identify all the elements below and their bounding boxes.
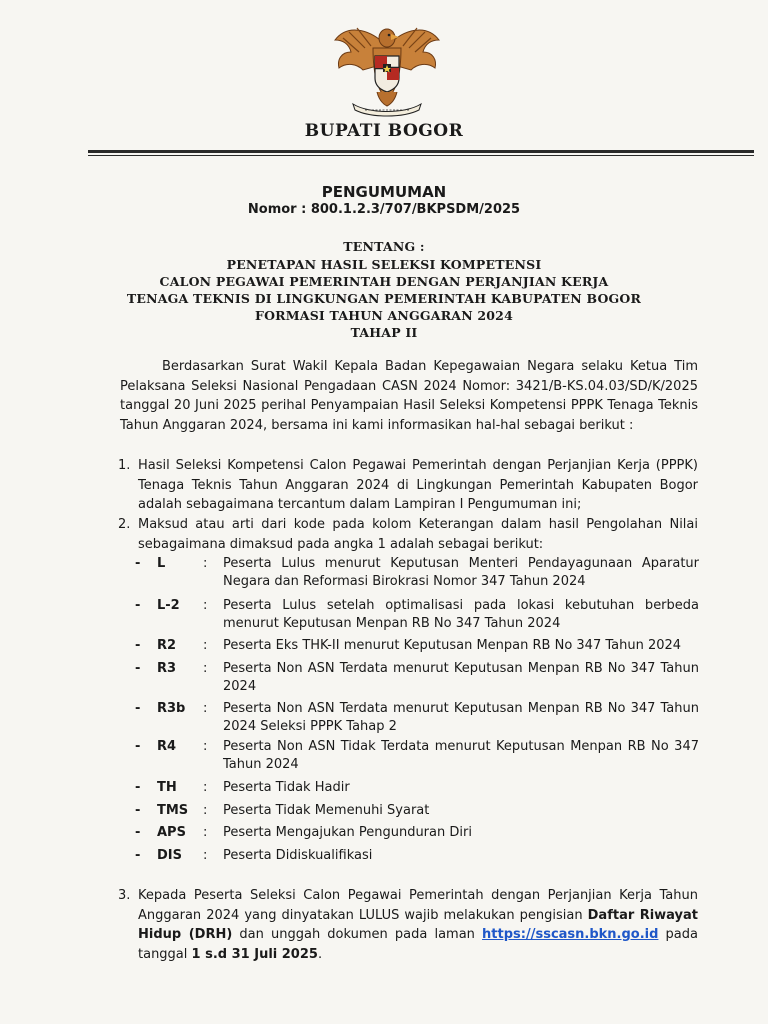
code-description: Peserta Tidak Memenuhi Syarat [223, 803, 430, 818]
list-number: 2. [118, 517, 131, 532]
code-row-aps [135, 824, 699, 842]
code-label: R3 [157, 661, 177, 676]
intro-paragraph: Berdasarkan Surat Wakil Kepala Badan Kepegawaian Negara selaku Ketua Tim Pelaksana Seleksi Nasional Pengadaan CASN 2024 Nomor: 3421/B-KS.04.03/SD/K/2025 tanggal 20 Juni 2025 perihal Penyampaian Hasil Seleksi Kompetensi PPPK Tenaga Teknis Tahun Anggaran 2024, bersama ini kami informasikan hal-hal sebagai berikut : [120, 359, 698, 433]
header-divider-thin [88, 155, 754, 156]
bullet-dash: - [135, 803, 141, 818]
subject-line: PENETAPAN HASIL SELEKSI KOMPETENSI [226, 257, 542, 272]
code-label: TH [157, 780, 177, 795]
deadline-emphasis: 1 s.d 31 Juli 2025 [191, 946, 318, 962]
bullet-dash: - [135, 780, 141, 795]
code-label: APS [157, 825, 186, 840]
code-colon: : [203, 556, 208, 571]
header-divider-thick [88, 150, 754, 153]
code-label: DIS [157, 848, 182, 863]
subject-line: FORMASI TAHUN ANGGARAN 2024 [255, 308, 513, 323]
item3-text-part: dan unggah dokumen pada laman [232, 927, 483, 942]
code-row-th [135, 779, 699, 797]
code-description: Peserta Non ASN Terdata menurut Keputusan Menpan RB No 347 Tahun 2024 Seleksi PPPK Tahap 2 [223, 701, 699, 734]
sscasn-link[interactable]: https://sscasn.bkn.go.id [482, 927, 659, 942]
subject-line: TAHAP II [350, 325, 418, 340]
code-row-tms [135, 802, 699, 820]
code-colon: : [203, 848, 208, 863]
bullet-dash: - [135, 661, 141, 676]
code-row-l-2 [135, 597, 699, 633]
code-colon: : [203, 701, 208, 716]
subject-line: CALON PEGAWAI PEMERINTAH DENGAN PERJANJIAN KERJA [159, 274, 609, 289]
code-colon: : [203, 780, 208, 795]
announcement-about: TENTANG : [343, 239, 425, 254]
code-colon: : [203, 638, 208, 653]
bullet-dash: - [135, 825, 141, 840]
drh-emphasis: Daftar Riwayat Hidup (DRH) [138, 907, 698, 942]
code-label: R2 [157, 638, 177, 653]
item3-text-part: Kepada Peserta Seleksi Calon Pegawai Pemerintah dengan Perjanjian Kerja Tahun Anggaran 2024 yang dinyatakan LULUS wajib melakukan pengisian [138, 888, 698, 923]
code-description: Peserta Mengajukan Pengunduran Diri [223, 825, 472, 840]
code-label: L [157, 556, 166, 571]
code-row-r3b [135, 700, 699, 736]
code-label: R3b [157, 701, 186, 716]
list-item-text: Hasil Seleksi Kompetensi Calon Pegawai Pemerintah dengan Perjanjian Kerja (PPPK) Tenaga Teknis Tahun Anggaran 2024 di Lingkungan Pemerintah Kabupaten Bogor adalah sebagaimana tercantum dalam Lampiran I Pengumuman ini; [138, 458, 698, 512]
regent-title: BUPATI BOGOR [304, 121, 464, 141]
item3-text-part: pada tanggal [138, 927, 698, 962]
code-description: Peserta Tidak Hadir [223, 780, 350, 795]
list-number: 3. [118, 888, 131, 903]
list-item-text: Maksud atau arti dari kode pada kolom Keterangan dalam hasil Pengolahan Nilai sebagaimana dimaksud pada angka 1 adalah sebagai berikut: [138, 517, 698, 552]
code-description: Peserta Didiskualifikasi [223, 848, 373, 863]
code-label: L-2 [157, 598, 180, 613]
bullet-dash: - [135, 701, 141, 716]
list-number: 1. [118, 458, 131, 473]
bullet-dash: - [135, 598, 141, 613]
code-colon: : [203, 825, 208, 840]
bullet-dash: - [135, 638, 141, 653]
code-colon: : [203, 803, 208, 818]
code-description: Peserta Eks THK-II menurut Keputusan Menpan RB No 347 Tahun 2024 [223, 638, 682, 653]
code-description: Peserta Non ASN Tidak Terdata menurut Keputusan Menpan RB No 347 Tahun 2024 [223, 739, 699, 772]
bullet-dash: - [135, 739, 141, 754]
bullet-dash: - [135, 556, 141, 571]
list-item-text [138, 886, 698, 964]
item3-text-end: . [317, 946, 323, 962]
code-colon: : [203, 739, 208, 754]
list-item-3 [118, 886, 698, 964]
code-row-r2 [135, 637, 699, 655]
code-description: Peserta Non ASN Terdata menurut Keputusan Menpan RB No 347 Tahun 2024 [223, 661, 699, 694]
code-colon: : [203, 661, 208, 676]
code-row-dis [135, 847, 699, 865]
code-colon: : [203, 598, 208, 613]
subject-line: TENAGA TEKNIS DI LINGKUNGAN PEMERINTAH KABUPATEN BOGOR [126, 291, 642, 306]
list-item-1 [118, 456, 698, 515]
announcement-number: Nomor : 800.1.2.3/707/BKPSDM/2025 [247, 202, 521, 217]
code-row-r3 [135, 660, 699, 696]
code-label: R4 [157, 739, 177, 754]
list-item-2 [118, 515, 698, 554]
code-row-l [135, 555, 699, 591]
bullet-dash: - [135, 848, 141, 863]
announcement-title: PENGUMUMAN [321, 183, 447, 201]
code-label: TMS [157, 803, 189, 818]
garuda-emblem-icon [329, 18, 445, 118]
code-row-r4 [135, 738, 699, 774]
code-description: Peserta Lulus menurut Keputusan Menteri Pendayagunaan Aparatur Negara dan Reformasi Birokrasi Nomor 347 Tahun 2024 [223, 556, 699, 589]
code-description: Peserta Lulus setelah optimalisasi pada lokasi kebutuhan berbeda menurut Keputusan Menpan RB No 347 Tahun 2024 [223, 598, 699, 631]
